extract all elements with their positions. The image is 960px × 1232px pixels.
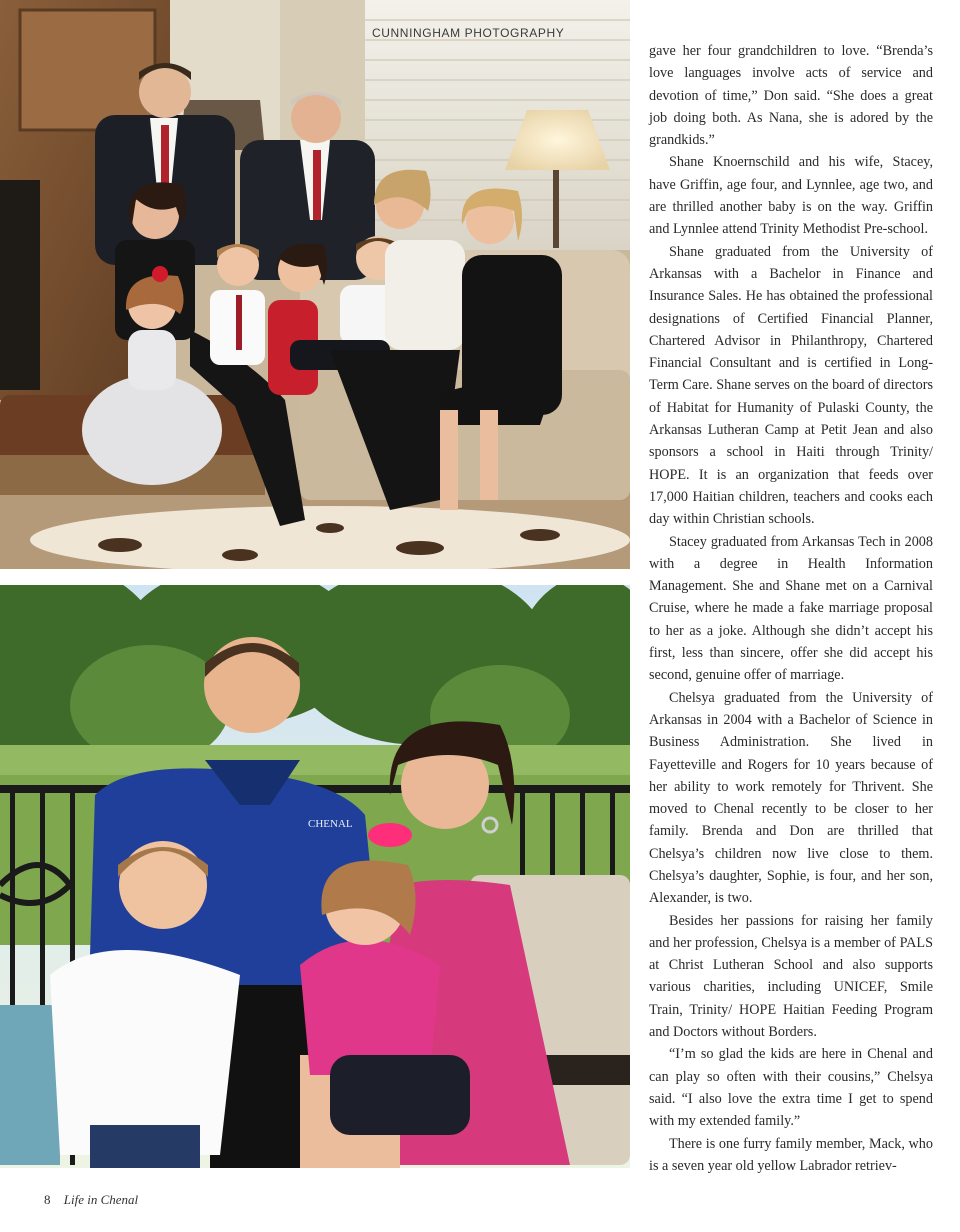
family-outdoor-illustration — [0, 585, 630, 1168]
article-paragraph: “I’m so glad the kids are here in Chenal and can play so often with their cousins,” Chelsya said. “I also love the extra time I get to spend with my extended family.” — [649, 1046, 933, 1130]
article-paragraph: Shane Knoernschild and his wife, Stacey, have Griffin, age four, and Lynnlee, age two, and are thrilled another baby is on the way. Griffin and Lynnlee attend Trinity Methodist Pre-school. — [649, 154, 933, 238]
polo-logo-text: CHENAL — [308, 818, 353, 830]
photo-credit: CUNNINGHAM PHOTOGRAPHY — [372, 26, 565, 40]
family-portrait-photo — [0, 0, 630, 569]
article-paragraph: Chelsya graduated from the University of Arkansas in 2004 with a Bachelor of Science in Business Administration. She lived in Fayetteville and Rogers for 10 years because of her ability to work remotely for Thrivent. She moved to Chenal recently to be closer to her family. Brenda and Don are thrilled that Chelsya’s children now live close to them. Chelsya’s daughter, Sophie, is four, and her son, Alexander, is two. — [649, 689, 933, 907]
article-paragraph: Besides her passions for raising her family and her profession, Chelsya is a member of PALS at Christ Lutheran School and also supports various charities, including UNICEF, Smile Train, Trinity/ HOPE Haitian Feeding Program and Doctors without Borders. — [649, 912, 933, 1041]
magazine-name: Life in Chenal — [63, 1192, 139, 1207]
article-paragraph: Shane graduated from the University of Arkansas with a Bachelor in Finance and Insurance Sales. He has obtained the professional designations of Certified Financial Planner, Chartered Advisor in Philanthropy, Chartered Financial Consultant and is certified in Long-Term Care. Shane serves on the board of directors of Habitat for Humanity of Pulaski County, the Arkansas Lutheran Camp at Petit Jean and also sponsors a school in Haiti through Trinity/ HOPE. It is an organization that feeds over 17,000 Haitian children, teachers and cooks each day within Christian schools. — [649, 243, 933, 528]
article-paragraph: There is one furry family member, Mack, who is a seven year old yellow Labrador retriev- — [649, 1135, 933, 1174]
page-footer — [44, 1192, 138, 1208]
article-paragraph: Stacey graduated from Arkansas Tech in 2008 with a degree in Health Information Management. She and Shane met on a Carnival Cruise, where he made a fake marriage proposal to her as a joke. Although she didn’t accept his first, less than sincere, offer she did accept his second, genuine offer of marriage. — [649, 533, 933, 684]
page-number: 8 — [44, 1192, 51, 1207]
article-text-column — [649, 40, 933, 1177]
article-paragraph: gave her four grandchildren to love. “Brenda’s love languages involve acts of service and devotion of time,” Don said. “She does a great job doing both. As Nana, she is adored by the grandkids.” — [649, 43, 933, 149]
family-outdoor-photo — [0, 585, 630, 1168]
family-portrait-illustration — [0, 0, 630, 569]
